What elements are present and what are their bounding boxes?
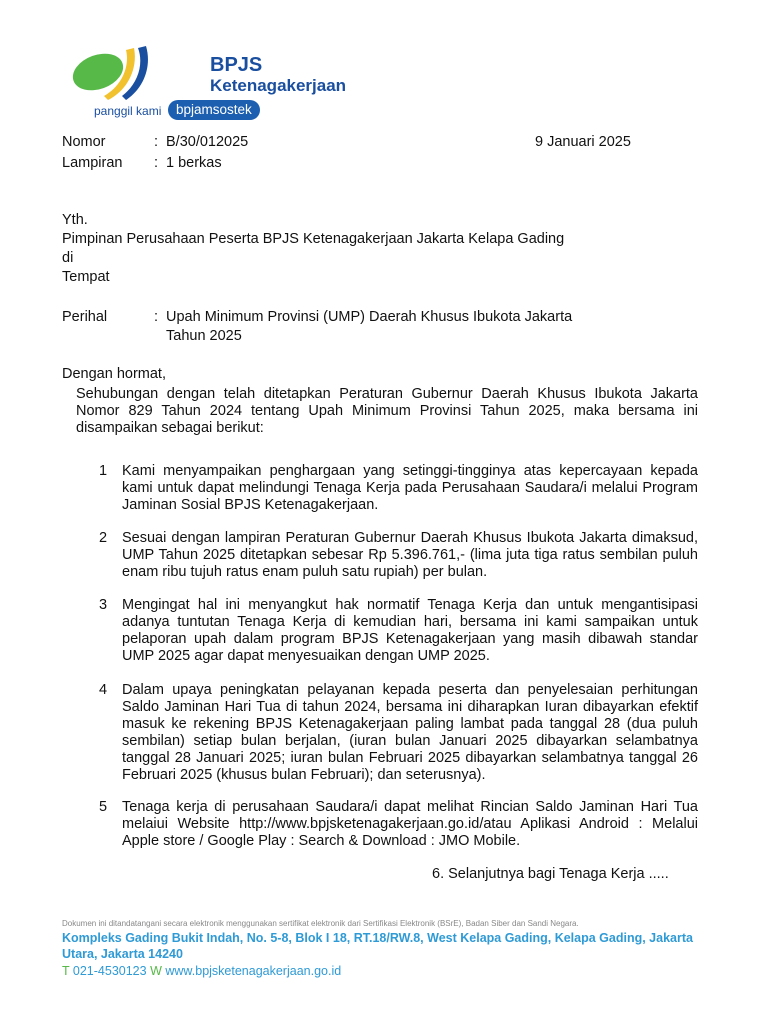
bpjs-logo-mark-icon bbox=[64, 44, 204, 100]
item-5-number: 5 bbox=[99, 799, 108, 815]
item-2-number: 2 bbox=[99, 530, 108, 546]
addressee-line1: Pimpinan Perusahaan Peserta BPJS Ketenagakerjaan Jakarta Kelapa Gading bbox=[62, 231, 565, 247]
lampiran-label: Lampiran bbox=[62, 155, 123, 171]
footer-phone[interactable]: 021-4530123 bbox=[72, 964, 147, 978]
nomor-value: B/30/012025 bbox=[166, 134, 249, 150]
bpjs-logo bbox=[64, 44, 347, 128]
item-3-number: 3 bbox=[99, 597, 108, 613]
footer-web-label: W bbox=[150, 964, 162, 978]
footer-phone-label: T bbox=[62, 964, 70, 978]
nomor-label: Nomor bbox=[62, 134, 106, 150]
item-1-number: 1 bbox=[99, 463, 108, 479]
greeting: Dengan hormat, bbox=[62, 366, 166, 382]
item-1-text: Kami menyampaikan penghargaan yang setinggi-tingginya atas kepercayaan kepada kami untuk dapat melindungi Tenaga Kerja pada Perusahaan Saudara/i melalui Program Jaminan Sosial BPJS Ketenagakerjaan. bbox=[122, 463, 698, 513]
logo-pill: bpjamsostek bbox=[168, 100, 260, 120]
continuation-note: 6. Selanjutnya bagi Tenaga Kerja ..... bbox=[432, 866, 669, 882]
perihal-line1: Upah Minimum Provinsi (UMP) Daerah Khusus Ibukota Jakarta bbox=[166, 309, 573, 325]
item-4-text: Dalam upaya peningkatan pelayanan kepada peserta dan penyelesaian perhitungan Saldo Jaminan Hari Tua di tahun 2024, bersama ini diharapkan Iuran dibayarkan efektif masuk ke rekening BPJS Ketenagakerjaan paling lambat pada tanggal 28 (dua puluh sembilan) setiap bulan berjalan, (iuran bulan Januari 2025 dibayarkan selambatnya tanggal 28 Januari 2025; iuran bulan Februari 2025 dibayarkan selambatnya tanggal 26 Februari 2025 (khusus bulan Februari); dan seterusnya). bbox=[122, 682, 698, 783]
letter-date: 9 Januari 2025 bbox=[535, 134, 631, 150]
item-4-number: 4 bbox=[99, 682, 108, 698]
footer-website-link[interactable]: www.bpjsketenagakerjaan.go.id bbox=[165, 964, 342, 978]
addressee-yth: Yth. bbox=[62, 212, 88, 228]
footer-contact bbox=[62, 963, 341, 979]
addressee-line3: Tempat bbox=[62, 269, 110, 285]
perihal-line2: Tahun 2025 bbox=[166, 328, 242, 344]
logo-tagline: panggil kami bbox=[94, 104, 162, 118]
nomor-colon: : bbox=[154, 134, 159, 150]
lampiran-value: 1 berkas bbox=[166, 155, 222, 171]
intro-paragraph: Sehubungan dengan telah ditetapkan Peraturan Gubernur Daerah Khusus Ibukota Jakarta Nomor 829 Tahun 2024 tentang Upah Minimum Provinsi Tahun 2025, maka bersama ini disampaikan sebagai berikut: bbox=[76, 386, 698, 436]
footer-address: Kompleks Gading Bukit Indah, No. 5-8, Blok I 18, RT.18/RW.8, West Kelapa Gading, Kelapa Gading, Jakarta Utara, Jakarta 14240 bbox=[62, 931, 693, 961]
item-3-text: Mengingat hal ini menyangkut hak normatif Tenaga Kerja dan untuk mengantisipasi adanya tuntutan Tenaga Kerja di kemudian hari, bersama ini kami sampaikan untuk pelaporan upah dalam program BPJS Ketenagakerjaan yang masih dibawah standar UMP 2025 agar dapat menyesuaikan dengan UMP 2025. bbox=[122, 597, 698, 664]
footer-esign-note: Dokumen ini ditandatangani secara elektronik menggunakan sertifikat elektronik dari Sertifikasi Elektronik (BSrE), Badan Siber dan Sandi Negara. bbox=[62, 919, 579, 928]
perihal-label: Perihal bbox=[62, 309, 108, 325]
item-2-text: Sesuai dengan lampiran Peraturan Gubernur Daerah Khusus Ibukota Jakarta dimaksud, UMP Tahun 2025 ditetapkan sebesar Rp 5.396.761,- (lima juta tiga ratus sembilan puluh enam ribu tujuh ratus enam puluh satu rupiah) per bulan. bbox=[122, 530, 698, 580]
lampiran-colon: : bbox=[154, 155, 159, 171]
item-5-text: Tenaga kerja di perusahaan Saudara/i dapat melihat Rincian Saldo Jaminan Hari Tua melaiui Website http://www.bpjsketenagakerjaan.go.id/atau Aplikasi Android : Melalui Apple store / Google Play : Search & Download : JMO Mobile. bbox=[122, 799, 698, 849]
logo-brand-name: BPJS bbox=[210, 54, 263, 76]
logo-brand-subname: Ketenagakerjaan bbox=[210, 76, 347, 95]
addressee-line2: di bbox=[62, 250, 74, 266]
perihal-colon: : bbox=[154, 309, 159, 325]
